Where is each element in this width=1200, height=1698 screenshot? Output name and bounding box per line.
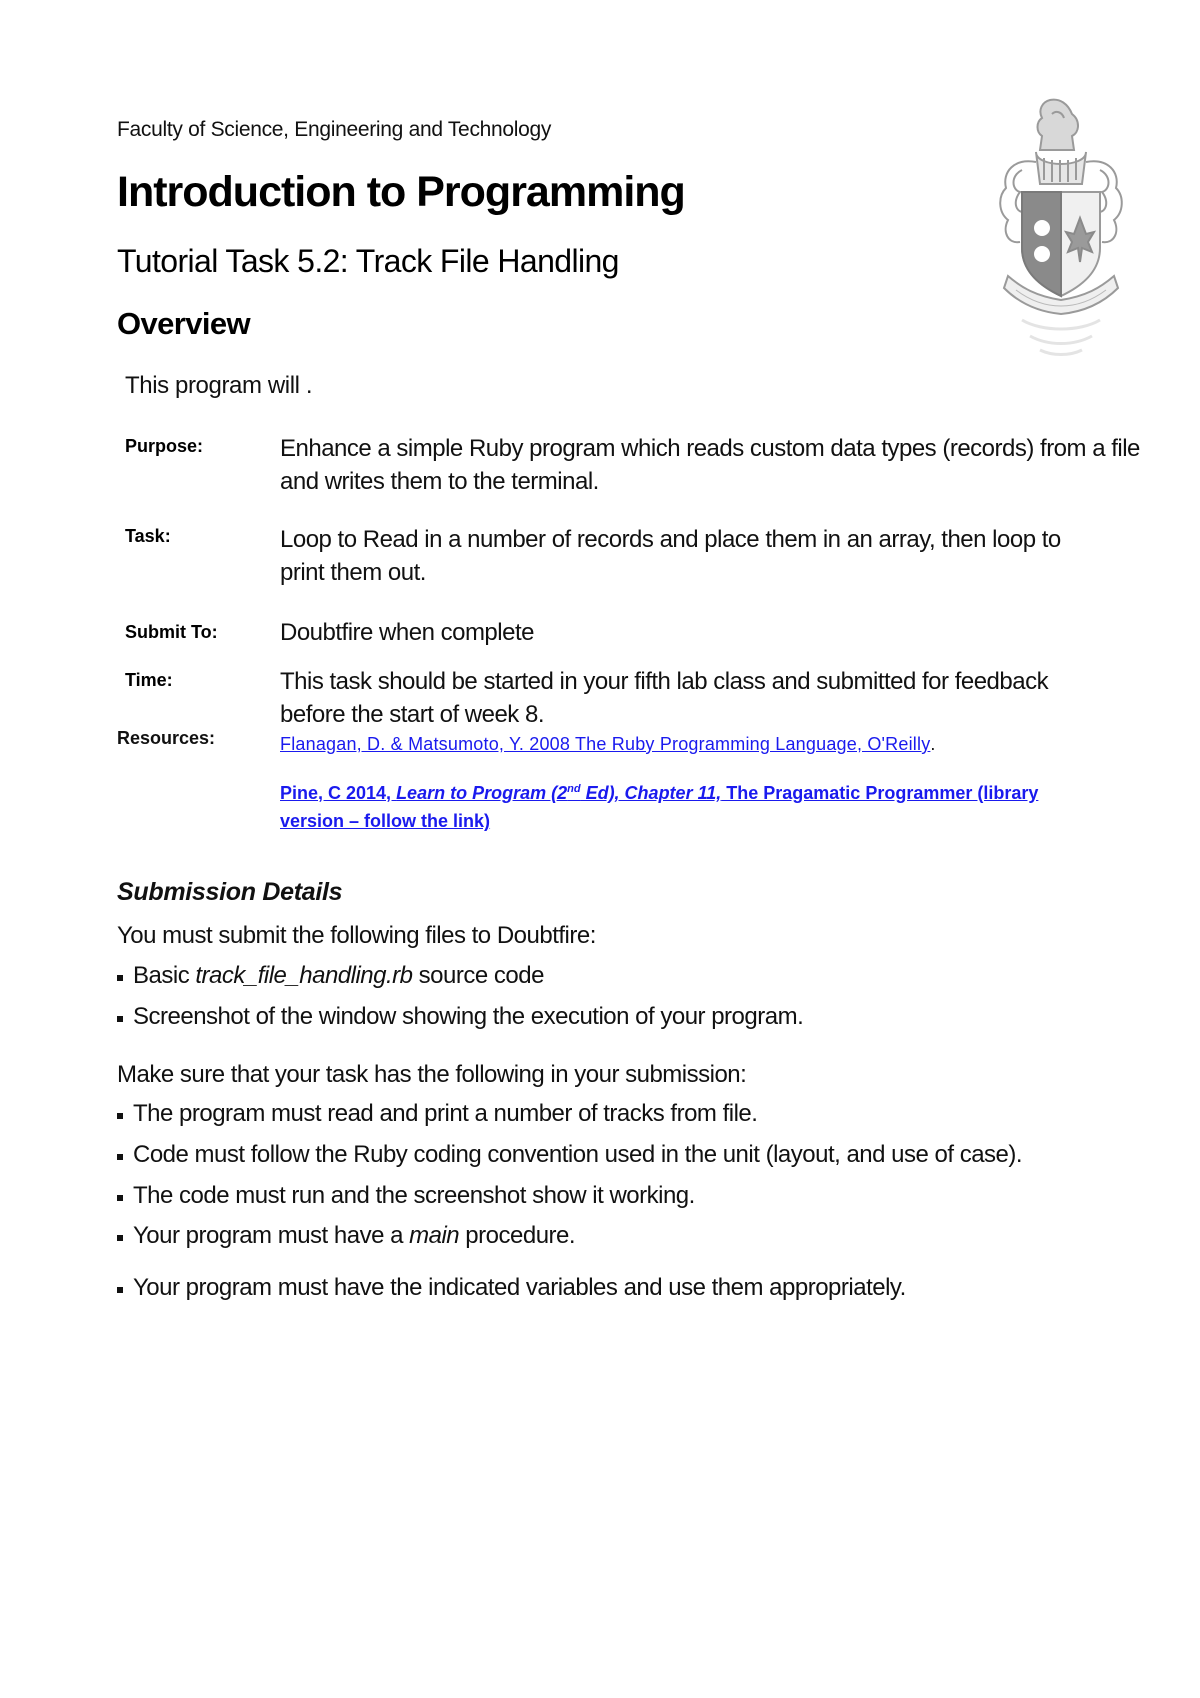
- list-item: [117, 1003, 803, 1031]
- overview-heading: Overview: [117, 306, 251, 341]
- pine-book-title[interactable]: Learn to Program (2: [396, 783, 568, 803]
- bullet-icon: [117, 1195, 123, 1201]
- check-4-main: main: [409, 1222, 460, 1249]
- bullet-icon: [117, 1287, 123, 1293]
- overview-intro: This program will .: [125, 372, 313, 399]
- bullet-icon: [117, 1113, 123, 1119]
- submit-to-label: Submit To:: [125, 622, 218, 642]
- bullet-icon: [117, 1235, 123, 1241]
- list-item: [117, 1141, 1022, 1169]
- task-label: Task:: [125, 526, 171, 546]
- files-intro: You must submit the following files to Doubtfire:: [117, 922, 596, 949]
- resource-link-period: .: [930, 734, 936, 754]
- check-2: Code must follow the Ruby coding convention used in the unit (layout, and use of case).: [133, 1141, 1023, 1168]
- submission-heading: Submission Details: [117, 878, 343, 906]
- bullet-icon: [117, 1154, 123, 1160]
- list-item: [117, 1222, 575, 1250]
- pine-superscript[interactable]: nd: [567, 783, 581, 795]
- task-title: Tutorial Task 5.2: Track File Handling: [117, 243, 619, 279]
- check-1: The program must read and print a number of tracks from file.: [133, 1100, 758, 1127]
- time-value: This task should be started in your fifth lab class and submitted for feedback before the start of week 8.: [280, 668, 1049, 728]
- resource-link-flanagan-text[interactable]: Flanagan, D. & Matsumoto, Y. 2008 The Ruby Programming Language, O'Reilly: [280, 734, 931, 754]
- task-value: Loop to Read in a number of records and place them in an array, then loop to print them out.: [280, 526, 1061, 586]
- document-title: Introduction to Programming: [117, 168, 685, 216]
- file-bullet-1-suffix: source code: [412, 962, 544, 989]
- check-5: Your program must have the indicated variables and use them appropriately.: [133, 1274, 906, 1301]
- bullet-icon: [117, 1016, 123, 1022]
- resources-label: Resources:: [117, 728, 216, 748]
- list-item: [117, 1182, 695, 1210]
- resource-link-pine[interactable]: [280, 775, 1100, 835]
- list-item: [117, 1274, 906, 1302]
- submit-to-value: Doubtfire when complete: [280, 619, 534, 646]
- file-bullet-1-prefix: Basic: [133, 962, 196, 989]
- list-item: [117, 1100, 757, 1128]
- faculty-name: Faculty of Science, Engineering and Technology: [117, 118, 552, 141]
- purpose-label: Purpose:: [125, 436, 204, 456]
- university-crest-icon: [992, 92, 1130, 364]
- file-bullet-1-filename: track_file_handling.rb: [195, 962, 413, 989]
- resource-link-flanagan[interactable]: [280, 734, 936, 755]
- check-4-suffix: procedure.: [459, 1222, 576, 1249]
- checklist-intro: Make sure that your task has the following in your submission:: [117, 1061, 747, 1088]
- pine-chapter[interactable]: Ed), Chapter 11,: [580, 783, 722, 803]
- bullet-icon: [117, 975, 123, 981]
- file-bullet-2: Screenshot of the window showing the execution of your program.: [133, 1003, 804, 1030]
- list-item: [117, 962, 544, 990]
- pine-publisher[interactable]: The Pragamatic Programmer (library version – follow the link): [280, 783, 1039, 831]
- check-3: The code must run and the screenshot show it working.: [133, 1182, 695, 1209]
- purpose-value: Enhance a simple Ruby program which reads custom data types (records) from a file and writes them to the terminal.: [280, 435, 1140, 495]
- check-4-prefix: Your program must have a: [133, 1222, 410, 1249]
- pine-author[interactable]: Pine, C 2014,: [280, 783, 397, 803]
- time-label: Time:: [125, 670, 173, 690]
